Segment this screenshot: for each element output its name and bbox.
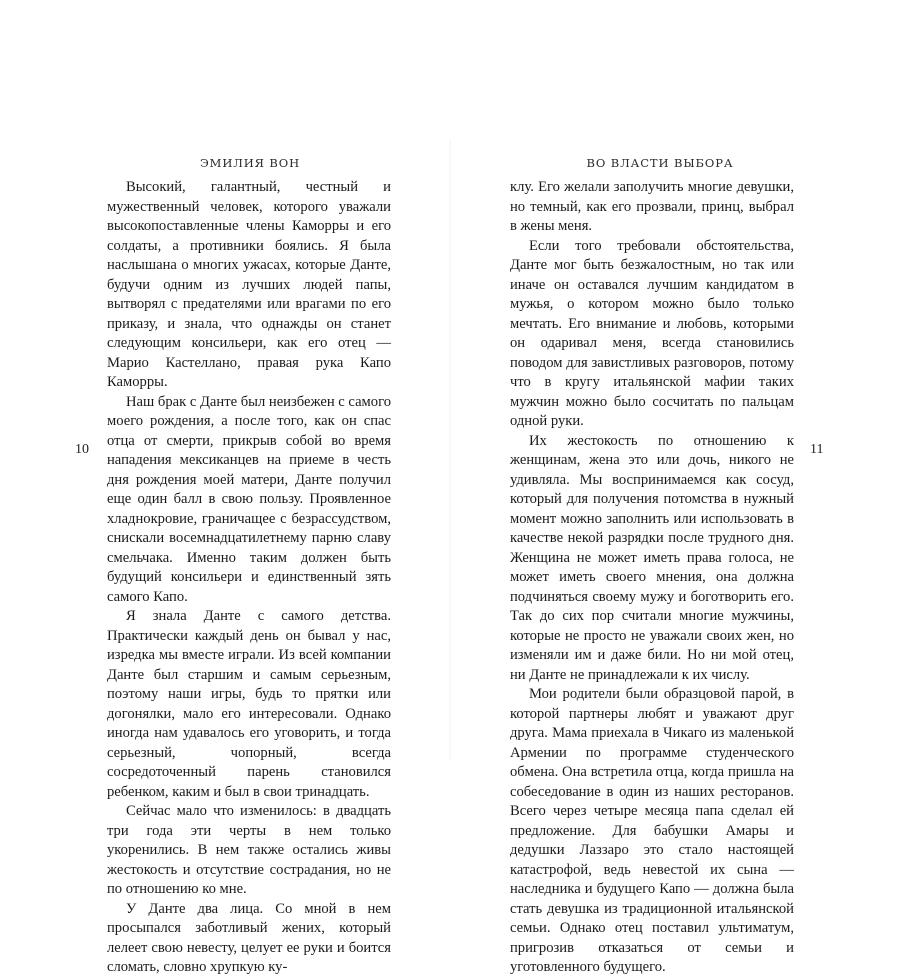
right-running-head: ВО ВЛАСТИ ВЫБОРА: [586, 156, 734, 170]
paragraph: Их жестокость по отношению к женщинам, жена это или дочь, никого не удивляла. Мы воспринимаемся как сосуд, который для получения потомства в нужный момент можно заполнить или использовать в качестве некой разрядки после трудного дня. Женщина не может иметь права голоса, не может иметь своего мнения, она должна подчиняться своему мужу и боготворить его. Так до сих пор считали многие мужчины, которые не просто не уважали своих жен, но изменяли им и даже били. Но ни мой отец, ни Данте не принадлежали к их числу.: [510, 432, 794, 683]
paragraph: Мои родители были образцовой парой, в которой партнеры любят и уважают друг друга. Мама приехала в Чикаго из маленькой Армении по программе студенческого обмена. Она встретила отца, когда пришла на собеседование в один из наших ресторанов. Всего через четыре месяца папа сделал ей предложение. Для бабушки Амары и дедушки Лаззаро это стало настоящей катастрофой, ведь невестой их сына — наследника и будущего Капо — должна была стать девушка из традиционной итальянской семьи. Однако отец поставил ультиматум, пригрозив отказаться от семьи и уготовленного будущего.: [510, 686, 794, 975]
left-running-head: ЭМИЛИЯ ВОН: [199, 156, 301, 170]
left-page-text: [107, 178, 391, 978]
paragraph: Я знала Данте с самого детства. Практически каждый день он бывал у нас, изредка мы вместе играли. Из всей компании Данте был старшим и самым серьезным, поэтому наши игры, будь то прятки или догонялки, мало его интересовали. Однако иногда нам удавалось его уговорить, и тогда серьезный, чопорный, всегда сосредоточенный парень становился ребенком, каким и был в свои тринадцать.: [107, 608, 391, 800]
paragraph: Если того требовали обстоятельства, Данте мог быть безжалостным, но так или иначе он оставался лучшим кандидатом в мужья, о котором можно было только мечтать. Его внимание и любовь, которыми он одаривал меня, всегда становились поводом для завистливых разговоров, потому что в кругу итальянской мафии таких мужчин можно было сосчитать по пальцам одной руки.: [510, 237, 794, 429]
right-page-text: [510, 178, 794, 978]
right-page-number: 11: [810, 442, 824, 457]
right-page: [450, 0, 900, 975]
paragraph: Высокий, галантный, честный и мужественный человек, которого уважали высокопоставленные члены Каморры и его солдаты, а противники боялись. Я была наслышана о многих ужасах, которые Данте, будучи одним из лучших людей папы, вытворял с предателями или врагами по его приказу, и знала, что однажды он станет следующим консильери, как его отец — Марио Кастеллано, правая рука Капо Каморры.: [107, 179, 391, 390]
paragraph: Наш брак с Данте был неизбежен с самого моего рождения, а после того, как он спас отца от смерти, прикрыв собой во время нападения мексиканцев на приеме в честь дня рождения моей матери, Данте получил еще один балл в свою пользу. Проявленное хладнокровие, граничащее с безрассудством, снискали восемнадцатилетнему парню славу смельчака. Именно таким должен быть будущий консильери и единственный зять самого Капо.: [107, 393, 391, 605]
paragraph: клу. Его желали заполучить многие девушки, но темный, как его прозвали, принц, выбрал в жены меня.: [510, 179, 794, 234]
paragraph: У Данте два лица. Со мной в нем просыпался заботливый жених, который лелеет свою невесту, целует ее руки и боится сломать, словно хрупкую ку-: [107, 900, 391, 975]
left-page: [0, 0, 450, 975]
paragraph: Сейчас мало что изменилось: в двадцать три года эти черты в нем только укоренились. В нем также остались живы жестокость и отсутствие сострадания, но не по отношению ко мне.: [107, 803, 391, 897]
left-page-number: 10: [75, 442, 89, 457]
